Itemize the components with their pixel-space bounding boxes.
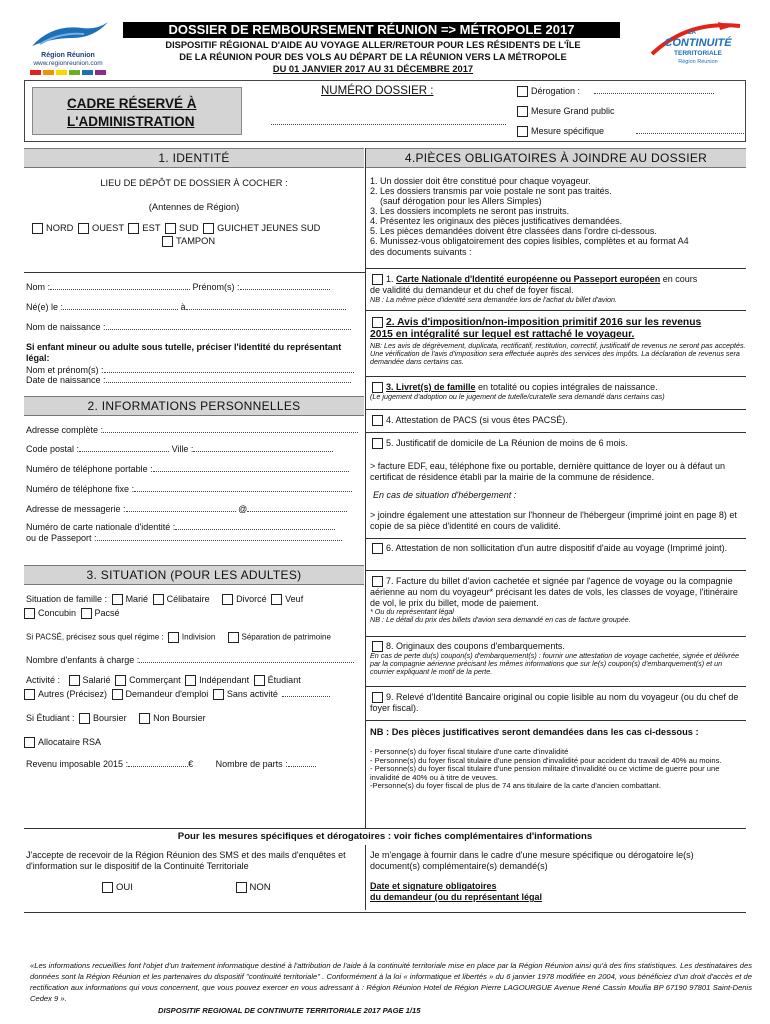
section-situation-title: 3. SITUATION (POUR LES ADULTES) <box>24 565 364 585</box>
commercant-checkbox[interactable] <box>115 675 126 686</box>
consent-row: OUI NON <box>100 882 271 893</box>
code-postal-field[interactable] <box>79 451 169 452</box>
derogation-option[interactable]: Dérogation : <box>515 86 714 97</box>
piece-5: 5. Justificatif de domicile de La Réunion de moins de 6 mois. <box>370 438 628 449</box>
section-infos-title: 2. INFORMATIONS PERSONNELLES <box>24 396 364 416</box>
hebergement-detail: > joindre également une attestation sur l'honneur de l'hébergeur (imprimé joint en page 8) et copie de sa pièce d'identité en cours de validité. <box>370 510 737 531</box>
enfants-field[interactable] <box>139 662 354 663</box>
main-title: DOSSIER DE REMBOURSEMENT RÉUNION => MÉTROPOLE 2017 <box>123 22 620 38</box>
cp-ville-row: Code postal : Ville : <box>26 444 333 455</box>
sans-activite-checkbox[interactable] <box>213 689 224 700</box>
rule <box>24 272 365 273</box>
mineur-title: Si enfant mineur ou adulte sous tutelle, préciser l'identité du représentant légal: <box>26 342 342 363</box>
pacs-row: Si PACSÉ, précisez sous quel régime : Indivision Séparation de patrimoine <box>26 632 331 642</box>
enfants-row: Nombre d'enfants à charge : <box>26 655 354 666</box>
derogation-field[interactable] <box>594 93 714 94</box>
region-logo-icon <box>22 18 114 50</box>
piece-6-checkbox[interactable] <box>372 543 383 554</box>
salarie-checkbox[interactable] <box>69 675 80 686</box>
email-domain-field[interactable] <box>247 511 347 512</box>
subtitle-2: DE LA RÉUNION POUR DES VOLS AU DÉPART DE LA RÉUNION VERS LA MÉTROPOLE <box>179 52 567 62</box>
autres-checkbox[interactable] <box>24 689 35 700</box>
column-divider <box>365 148 366 828</box>
famille-row-2: Concubin Pacsé <box>22 608 120 619</box>
tel-fixe-field[interactable] <box>134 491 352 492</box>
mesures-title: Pour les mesures spécifiques et dérogatoires : voir fiches complémentaires d'informations <box>177 831 593 842</box>
continuite-logo-sub: TERRITORIALE <box>674 50 722 57</box>
rule <box>365 686 746 687</box>
region-logo <box>22 18 114 68</box>
signature-l2: du demandeur (ou du représentant légal <box>370 892 543 902</box>
rule-6b: des documents suivants : <box>370 246 472 257</box>
rule-6: 6. Munissez-vous obligatoirement des copies lisibles, complètes et au format A4 <box>370 236 689 247</box>
veuf-checkbox[interactable] <box>271 594 282 605</box>
site-guichet-checkbox[interactable] <box>203 223 214 234</box>
piece-1-nb: NB : La même pièce d'identité sera demandée lors de l'achat du billet d'avion. <box>370 294 618 304</box>
carte-row: Numéro de carte nationale d'identité : <box>26 522 335 533</box>
site-ouest-checkbox[interactable] <box>78 223 89 234</box>
naissance-row: Né(e) le : à <box>26 302 346 313</box>
sites-row: NORD OUEST EST SUD GUICHET JEUNES SUD <box>30 223 320 234</box>
piece-1: 1. Carte Nationale d'Identité européenne ou Passeport européen en cours de validité du demandeur et du chef de foyer fiscal. NB : La même pièce d'identité sera demandée lors de l'achat du billet d'avion. <box>370 274 746 304</box>
piece-4-checkbox[interactable] <box>372 415 383 426</box>
cas-list: - Personne(s) du foyer fiscal titulaire d'une carte d'invalidité - Personne(s) du foyer fiscal titulaire d'une pension d'invalidité pour accident du travail de 40% au moins. - Personne(s) du foyer fiscal titulaire d'une pension militaire d'invalidité ou ce victime de guerre pour une invalidité de 40% ou à titre de veuves. -Personne(s) du foyer fiscal de plus de 74 ans titulaire de la carte d'ancien combattant. <box>370 747 722 790</box>
bottom-divider <box>365 845 366 910</box>
rule <box>24 912 746 913</box>
piece-1-l2: de validité du demandeur et du chef de foyer fiscal. <box>370 285 574 296</box>
mesure-specifique-checkbox[interactable] <box>517 126 528 137</box>
section-pieces-title: 4.PIÈCES OBLIGATOIRES À JOINDRE AU DOSSIER <box>366 148 746 168</box>
continuite-logo-la: LA <box>688 30 696 36</box>
rule-3: 3. Les dossiers incomplets ne seront pas instruits. <box>370 206 570 217</box>
continuite-logo-region: Région Réunion <box>678 59 718 65</box>
antennes-label: (Antennes de Région) <box>148 202 240 212</box>
site-nord-checkbox[interactable] <box>32 223 43 234</box>
rsa-row: Allocataire RSA <box>22 737 101 748</box>
non-checkbox[interactable] <box>236 882 247 893</box>
autres-field[interactable] <box>282 696 330 697</box>
revenu-row: Revenu imposable 2015 : € Nombre de parts : <box>26 759 316 770</box>
passeport-row: ou de Passeport : <box>26 533 342 544</box>
adresse-row: Adresse complète : <box>26 425 358 436</box>
footer-page: DISPOSITIF REGIONAL DE CONTINUITE TERRITORIALE 2017 PAGE 1/15 <box>158 1006 421 1015</box>
rule-1: 1. Un dossier doit être constitué pour chaque voyageur. <box>370 176 591 186</box>
site-est-checkbox[interactable] <box>128 223 139 234</box>
tel-fixe-row: Numéro de téléphone fixe : <box>26 484 352 495</box>
mesure-specifique-field[interactable] <box>636 133 746 134</box>
site-sud-checkbox[interactable] <box>165 223 176 234</box>
indivision-checkbox[interactable] <box>168 632 179 643</box>
parts-field[interactable] <box>288 766 316 767</box>
piece-1-checkbox[interactable] <box>372 274 383 285</box>
admin-label-l2: L'ADMINISTRATION <box>67 114 195 129</box>
grand-public-checkbox[interactable] <box>517 106 528 117</box>
tel-portable-field[interactable] <box>153 471 349 472</box>
rule <box>365 268 746 269</box>
activite-row: Activité : Salarié Commerçant Indépendant Étudiant <box>26 675 301 685</box>
boursier-checkbox[interactable] <box>79 713 90 724</box>
nom-naissance-field[interactable] <box>106 329 351 330</box>
piece-7: 7. Facture du billet d'avion cachetée et signée par l'agence de voyage ou la compagnie aérienne au nom du voyageur* précisant les dates de vols, les classes de voyage, l'itinéraire de vol, le prix du billet, mode de paiement. * Ou du représentant légal NB : Le détail du prix des billets d'avion sera demandé en cas de facture groupée. <box>370 576 744 624</box>
admin-box <box>24 80 746 142</box>
representant-row: Nom et prénom(s) : <box>26 365 354 376</box>
piece-6: 6. Attestation de non sollicitation d'un autre dispositif d'aide au voyage (Imprimé joint). <box>370 543 742 554</box>
rule <box>365 432 746 433</box>
rule-5: 5. Les pièces demandées doivent être classées dans l'ordre ci-dessous. <box>370 226 657 237</box>
tel-portable-row: Numéro de téléphone portable : <box>26 464 349 475</box>
rule-2b: (sauf dérogation pour les Allers Simples) <box>380 196 542 207</box>
color-strip <box>30 70 106 75</box>
site-tampon-checkbox[interactable] <box>162 236 173 247</box>
piece-3-nb: (Le jugement d'adoption ou le jugement de tutelle/curatelle sera demandé dans certains cas) <box>370 392 665 402</box>
section-identite-title: 1. IDENTITÉ <box>24 148 364 168</box>
representant-date-field[interactable] <box>106 382 351 383</box>
nb-cas-title: NB : Des pièces justificatives seront demandées dans les cas ci-dessous : <box>370 727 699 737</box>
prenom-field[interactable] <box>240 289 330 290</box>
piece-2: 2. Avis d'imposition/non-imposition primitif 2016 sur les revenus 2015 en intégralité sur lequel est rattaché le voyageur. NB: Les avis de dégrèvement, duplicata, rectificatif, restitution, correctif, justificatif de revenus ne seront pas acceptés. Une vérification de l'avis d'imposition sera effectuée auprès des services des impôts. La déclaration de revenus sera demandée dans certains cas. <box>370 317 746 366</box>
revenu-field[interactable] <box>128 766 188 767</box>
nom-field[interactable] <box>50 289 190 290</box>
piece-5-detail: > facture EDF, eau, téléphone fixe ou portable, dernière quittance de loyer ou à défaut un certificat de résidence établi par la mairie de la commune de résidence. <box>370 461 725 482</box>
marie-checkbox[interactable] <box>112 594 123 605</box>
divorce-checkbox[interactable] <box>222 594 233 605</box>
adresse-field[interactable] <box>103 432 358 433</box>
nom-naissance-row: Nom de naissance : <box>26 322 351 333</box>
footer-legal: «Les informations recueillies font l'objet d'un traitement informatique destiné à l'attribution de l'aide à la continuité territoriale mise en place par la Région Réunion ainsi qu'à des fins statistiques. Les destinataires des données sont la Région Réunion et les partenaires du dispositif "continuité territoriale" . Conformément à la loi « informatique et libertés » du 6 janvier 1978 modifiée en 2004, vous bénéficiez d'un droit d'accès et de rectification aux informations qui vous concernent, que vous pouvez exercer en vous adressant à : Région Réunion Hotel de Région Pierre LAGOURGUE Avenue René Cassin Moufia BP 67190 97801 Saint-Denis Cedex 9 ». <box>30 961 752 1003</box>
engagement-text: Je m'engage à fournir dans le cadre d'une mesure spécifique ou dérogatoire le(s) document(s) complémentaire(s) demandé(s) <box>370 850 694 871</box>
region-logo-url: www.regionreunion.com <box>33 60 103 68</box>
rule <box>365 636 746 637</box>
continuite-logo-title: CONTINUITÉ <box>664 37 732 49</box>
piece-4: 4. Attestation de PACS (si vous êtes PACSÉ). <box>370 415 568 426</box>
dates: DU 01 JANVIER 2017 AU 31 DÉCEMBRE 2017 <box>272 64 474 74</box>
piece-7-checkbox[interactable] <box>372 576 383 587</box>
demandeur-checkbox[interactable] <box>112 689 123 700</box>
nom-row: Nom : Prénom(s) : <box>26 282 330 293</box>
piece-9-checkbox[interactable] <box>372 692 383 703</box>
rule-2: 2. Les dossiers transmis par voie postale ne sont pas traités. <box>370 186 612 197</box>
mesure-specifique-option[interactable]: Mesure spécifique <box>515 126 746 137</box>
celibataire-checkbox[interactable] <box>153 594 164 605</box>
rule <box>24 828 746 829</box>
lieu-depot-label: LIEU DE DÉPÔT DE DOSSIER À COCHER : <box>100 178 288 188</box>
numero-dossier-field[interactable] <box>271 117 506 125</box>
rule <box>365 720 746 721</box>
site-tampon-row: TAMPON <box>160 236 215 247</box>
sms-consent: J'accepte de recevoir de la Région Réunion des SMS et des mails d'enquêtes et d'information sur le dispositif de la Continuité Territoriale <box>26 850 346 871</box>
etudiant-checkbox[interactable] <box>254 675 265 686</box>
rules-list <box>370 176 746 257</box>
piece-9: 9. Relevé d'Identité Bancaire original ou copie lisible au nom du voyageur (ou du chef de foyer fiscal). <box>370 692 739 714</box>
piece-2-checkbox[interactable] <box>372 317 383 328</box>
representant-field[interactable] <box>104 372 354 373</box>
piece-5-checkbox[interactable] <box>372 438 383 449</box>
piece-7-note-2: NB : Le détail du prix des billets d'avion sera demandé en cas de facture groupée. <box>370 615 631 625</box>
piece-2-l2: 2015 en intégralité sur lequel est rattaché le voyageur. <box>370 329 635 341</box>
region-logo-name: Région Réunion <box>41 52 95 60</box>
separation-checkbox[interactable] <box>228 632 239 643</box>
ville-field[interactable] <box>193 451 333 452</box>
admin-label-l1: CADRE RÉSERVÉ À <box>67 96 197 111</box>
rule <box>365 376 746 377</box>
rsa-checkbox[interactable] <box>24 737 35 748</box>
concubin-checkbox[interactable] <box>24 608 35 619</box>
independant-checkbox[interactable] <box>185 675 196 686</box>
rule <box>365 310 746 311</box>
hebergement-label: En cas de situation d'hébergement : <box>373 490 517 500</box>
piece-3: 3. Livret(s) de famille en totalité ou copies intégrales de naissance. (Le jugement d'adoption ou le jugement de tutelle/curatelle sera demandé dans certains cas) <box>370 382 746 401</box>
email-user-field[interactable] <box>126 511 236 512</box>
numero-dossier-label: NUMÉRO DOSSIER : <box>321 85 434 97</box>
rule <box>365 538 746 539</box>
representant-date-row: Date de naissance : <box>26 375 351 386</box>
date-field[interactable] <box>63 309 178 310</box>
pacse-checkbox[interactable] <box>81 608 92 619</box>
passeport-field[interactable] <box>97 540 342 541</box>
signature-l1: Date et signature obligatoires <box>370 881 497 891</box>
activite-row-2: Autres (Précisez) Demandeur d'emploi Sans activité <box>22 689 330 700</box>
piece-7-note-1: * Ou du représentant légal <box>370 607 454 617</box>
piece-8-nb: En cas de perte du(s) coupon(s) d'embarquement(s) : fournir une attestation de voyage cachetée, signée et délivrée par la compagnie aérienne précisant les mêmes informations que sur le(s) coupon(s) d'embarquement(s) et un courrier expliquant le motif de la perte. <box>370 651 739 677</box>
rule-4: 4. Présentez les originaux des pièces justificatives demandées. <box>370 216 623 227</box>
oui-checkbox[interactable] <box>102 882 113 893</box>
rule <box>365 570 746 571</box>
continuite-logo <box>648 18 744 74</box>
famille-row: Situation de famille : Marié Célibataire Divorcé Veuf <box>26 594 304 604</box>
piece-2-nb: NB: Les avis de dégrèvement, duplicata, rectificatif, restitution, correctif, justificatif de revenus ne seront pas acceptés. Une vérification de l'avis d'imposition sera effectuée auprès des services des impôts. La déclaration de revenus sera demandée dans certains cas. <box>370 340 746 366</box>
mesure-grand-public-option[interactable]: Mesure Grand public <box>515 106 615 117</box>
subtitle-1: DISPOSITIF RÉGIONAL D'AIDE AU VOYAGE ALLER/RETOUR POUR LES RÉSIDENTS DE L'ÎLE <box>165 40 581 50</box>
carte-field[interactable] <box>175 529 335 530</box>
non-boursier-checkbox[interactable] <box>139 713 150 724</box>
messagerie-row: Adresse de messagerie : @ <box>26 504 347 515</box>
derogation-checkbox[interactable] <box>517 86 528 97</box>
admin-label-box <box>32 87 242 135</box>
lieu-naissance-field[interactable] <box>186 309 346 310</box>
piece-8: 8. Originaux des coupons d'embarquements. En cas de perte du(s) coupon(s) d'embarquement(s) : fournir une attestation de voyage cachetée, signée et délivrée par la compagnie aérienne précisant les mêmes informations que sur le(s) coupon(s) d'embarquement(s) et un courrier expliquant le motif de la perte. <box>370 641 744 676</box>
etudiant-row: Si Étudiant : Boursier Non Boursier <box>26 713 206 723</box>
rule <box>365 409 746 410</box>
